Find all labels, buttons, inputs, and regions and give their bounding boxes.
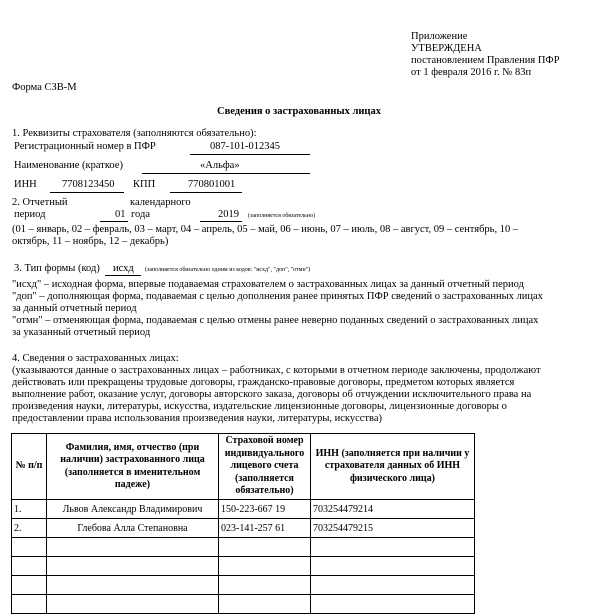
short-name-label: Наименование (краткое)	[14, 160, 123, 171]
form-type-line-1: "исхд" – исходная форма, впервые подаваемая страхователем о застрахованных лицах за данный отчетный период	[12, 279, 524, 290]
approval-line-3: постановлением Правления ПФР	[411, 55, 560, 66]
table-row	[12, 557, 475, 576]
form-type-line-4: "отмн" – отменяющая форма, подаваемая с целью отмены ранее неверно поданных сведений о застрахованных лицах	[12, 315, 539, 326]
approval-line-1: Приложение	[411, 31, 468, 42]
row-inn	[311, 538, 475, 557]
row-number	[12, 538, 47, 557]
row-snils	[219, 557, 311, 576]
table-header-row	[12, 434, 475, 500]
section4-line-3: выполнение работ, оказание услуг, договоры авторского заказа, договоры об отчуждении исключительного права на	[12, 389, 532, 400]
period-label: период	[14, 209, 46, 220]
row-snils: 150-223-667 19	[219, 500, 311, 519]
year-underline	[200, 221, 242, 222]
table-row	[12, 500, 475, 519]
row-inn	[311, 557, 475, 576]
insured-persons-table	[11, 433, 475, 614]
section2-heading-right: календарного	[130, 197, 191, 208]
inn-underline	[50, 192, 124, 193]
row-full-name: Львов Александр Владимирович	[47, 500, 219, 519]
kpp-value: 770801001	[188, 179, 236, 190]
form-type-underline	[105, 275, 141, 276]
section4-heading: 4. Сведения о застрахованных лицах:	[12, 353, 179, 364]
section1-heading: 1. Реквизиты страхователя (заполняются обязательно):	[12, 128, 257, 139]
section4-line-2: действовать или прекращены трудовые договоры, гражданско-правовые договоры, предметом которых является	[12, 377, 515, 388]
kpp-label: КПП	[133, 179, 156, 190]
row-full-name	[47, 557, 219, 576]
col-header-snils: Страховой номер индивидуального лицевого счета (заполняется обязательно)	[219, 434, 311, 500]
form-type-note: (заполняется обязательно одним из кодов: "исхд", "доп", "отмн")	[145, 267, 311, 273]
form-name: Форма СЗВ-М	[12, 82, 77, 93]
form-type-line-5: за указанный отчетный период	[12, 327, 151, 338]
row-number	[12, 576, 47, 595]
inn-label: ИНН	[14, 179, 37, 190]
approval-line-4: от 1 февраля 2016 г. № 83п	[411, 67, 532, 78]
short-name-value: «Альфа»	[200, 160, 240, 171]
reg-number-label: Регистрационный номер в ПФР	[14, 141, 156, 152]
period-underline	[100, 221, 128, 222]
year-label: года	[131, 209, 150, 220]
section4-line-5: предоставлении права использования произведения науки, литературы, искусства)	[12, 413, 383, 424]
inn-value: 7708123450	[62, 179, 115, 190]
form-type-line-3: за данный отчетный период	[12, 303, 137, 314]
col-header-number: № п/п	[12, 434, 47, 500]
table-row	[12, 576, 475, 595]
row-snils	[219, 576, 311, 595]
period-note: (заполняется обязательно)	[248, 213, 316, 219]
row-snils: 023-141-257 61	[219, 519, 311, 538]
section4-line-1: (указываются данные о застрахованных лицах – работниках, с которыми в отчетном периоде заключены, продолжают	[12, 365, 541, 376]
row-inn	[311, 576, 475, 595]
reg-number-underline	[190, 154, 310, 155]
page-title: Сведения о застрахованных лицах	[217, 106, 381, 117]
col-header-full-name: Фамилия, имя, отчество (при наличии) застрахованного лица (заполняется в именительном падеже)	[47, 434, 219, 500]
row-snils	[219, 538, 311, 557]
months-line-2: октябрь, 11 – ноябрь, 12 – декабрь)	[12, 236, 169, 247]
short-name-underline	[142, 173, 310, 174]
table-row	[12, 519, 475, 538]
form-type-code: исхд	[113, 263, 134, 274]
row-full-name	[47, 538, 219, 557]
row-full-name	[47, 576, 219, 595]
row-inn: 703254479214	[311, 500, 475, 519]
table-row	[12, 538, 475, 557]
approval-line-2: УТВЕРЖДЕНА	[411, 43, 482, 54]
row-number: 1.	[12, 500, 47, 519]
row-number: 2.	[12, 519, 47, 538]
form-type-line-2: "доп" – дополняющая форма, подаваемая с целью дополнения ранее принятых ПФР сведений о застрахованных лицах	[12, 291, 543, 302]
kpp-underline	[170, 192, 242, 193]
section4-line-4: произведения науки, литературы, искусства, издательские лицензионные договоры, лицензионные договоры о	[12, 401, 507, 412]
reg-number-value: 087-101-012345	[210, 141, 280, 152]
section3-heading: 3. Тип формы (код)	[14, 263, 100, 274]
col-header-inn: ИНН (заполняется при наличии у страхователя данных об ИНН физического лица)	[311, 434, 475, 500]
section2-heading-left: 2. Отчетный	[12, 197, 68, 208]
row-full-name: Глебова Алла Степановна	[47, 519, 219, 538]
row-inn: 703254479215	[311, 519, 475, 538]
months-line-1: (01 – январь, 02 – февраль, 03 – март, 04 – апрель, 05 – май, 06 – июнь, 07 – июль, 08 – август, 09 – сентябрь, 10 –	[12, 224, 519, 235]
year-value: 2019	[218, 209, 239, 220]
row-number	[12, 557, 47, 576]
period-value: 01	[115, 209, 126, 220]
